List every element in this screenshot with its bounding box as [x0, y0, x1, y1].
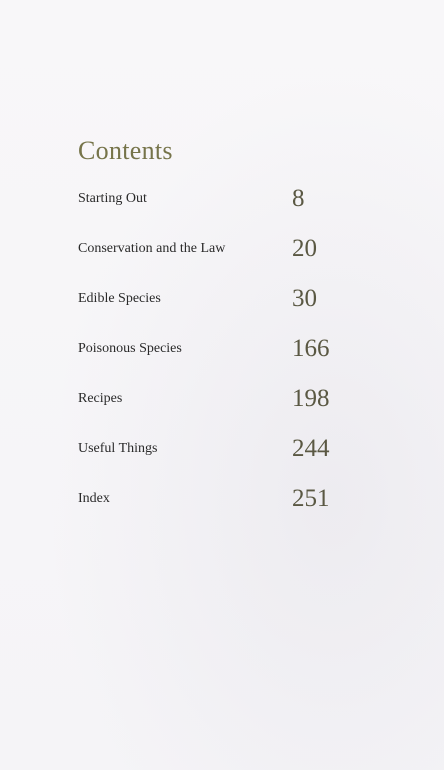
toc-entry-page-number: 20 — [292, 235, 317, 262]
toc-entry-label: Starting Out — [78, 191, 147, 206]
toc-entry-useful-things — [0, 425, 444, 465]
toc-entry-label: Recipes — [78, 391, 123, 406]
toc-entry-poisonous-species — [0, 325, 444, 365]
contents-heading: Contents — [78, 136, 173, 165]
toc-entry-conservation — [0, 225, 444, 265]
toc-entry-label: Conservation and the Law — [78, 241, 226, 256]
toc-entry-label: Useful Things — [78, 441, 158, 456]
toc-entry-edible-species — [0, 275, 444, 315]
toc-entry-page-number: 251 — [292, 485, 330, 512]
toc-entry-page-number: 198 — [292, 385, 330, 412]
toc-entry-page-number: 8 — [292, 185, 305, 212]
toc-entry-label: Poisonous Species — [78, 341, 182, 356]
toc-entry-starting-out — [0, 175, 444, 215]
toc-entry-page-number: 166 — [292, 335, 330, 362]
toc-entry-index — [0, 475, 444, 515]
toc-entry-page-number: 244 — [292, 435, 330, 462]
toc-entry-recipes — [0, 375, 444, 415]
toc-entry-label: Index — [78, 491, 110, 506]
toc-entry-page-number: 30 — [292, 285, 317, 312]
toc-entry-label: Edible Species — [78, 291, 161, 306]
